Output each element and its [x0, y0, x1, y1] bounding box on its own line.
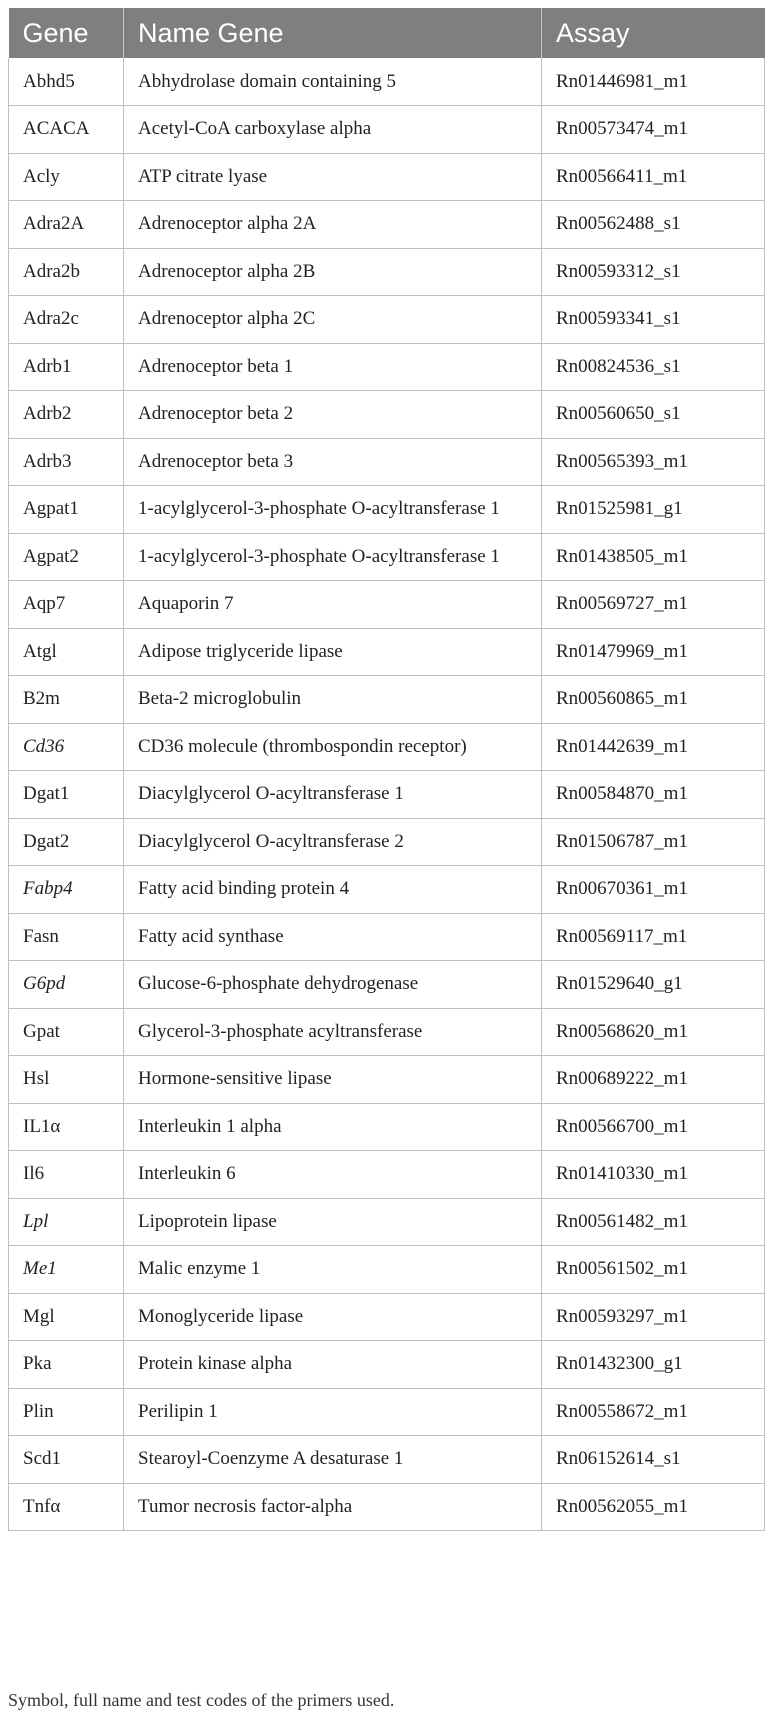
gene-name-cell: Adrenoceptor alpha 2B	[124, 248, 542, 296]
gene-symbol-cell: Gpat	[9, 1008, 124, 1056]
table-row	[9, 1151, 765, 1199]
gene-symbol-cell: Dgat2	[9, 818, 124, 866]
table-row	[9, 486, 765, 534]
gene-name-cell: Glycerol-3-phosphate acyltransferase	[124, 1008, 542, 1056]
assay-code-cell: Rn00593297_m1	[542, 1293, 765, 1341]
assay-code-cell: Rn00584870_m1	[542, 771, 765, 819]
gene-name-cell: Interleukin 6	[124, 1151, 542, 1199]
gene-name-cell: Stearoyl-Coenzyme A desaturase 1	[124, 1436, 542, 1484]
gene-symbol-cell: IL1α	[9, 1103, 124, 1151]
table-row	[9, 343, 765, 391]
gene-symbol-cell: Agpat1	[9, 486, 124, 534]
primer-table	[8, 8, 765, 1531]
gene-symbol-cell: G6pd	[9, 961, 124, 1009]
table-row	[9, 248, 765, 296]
assay-code-cell: Rn01525981_g1	[542, 486, 765, 534]
gene-name-cell: Aquaporin 7	[124, 581, 542, 629]
table-row	[9, 581, 765, 629]
gene-symbol-cell: Fabp4	[9, 866, 124, 914]
table-row	[9, 723, 765, 771]
table-row	[9, 1341, 765, 1389]
table-row	[9, 438, 765, 486]
table-row	[9, 676, 765, 724]
gene-name-cell: Glucose-6-phosphate dehydrogenase	[124, 961, 542, 1009]
gene-symbol-cell: Aqp7	[9, 581, 124, 629]
gene-name-cell: Adrenoceptor alpha 2C	[124, 296, 542, 344]
assay-code-cell: Rn01506787_m1	[542, 818, 765, 866]
table-row	[9, 1293, 765, 1341]
gene-symbol-cell: Acly	[9, 153, 124, 201]
table-row	[9, 1056, 765, 1104]
gene-name-cell: Adrenoceptor beta 3	[124, 438, 542, 486]
table-row	[9, 818, 765, 866]
assay-code-cell: Rn01438505_m1	[542, 533, 765, 581]
assay-code-cell: Rn01432300_g1	[542, 1341, 765, 1389]
table-row	[9, 628, 765, 676]
assay-code-cell: Rn01410330_m1	[542, 1151, 765, 1199]
gene-name-cell: Protein kinase alpha	[124, 1341, 542, 1389]
gene-symbol-cell: Adra2A	[9, 201, 124, 249]
assay-code-cell: Rn00558672_m1	[542, 1388, 765, 1436]
gene-name-cell: Adrenoceptor alpha 2A	[124, 201, 542, 249]
table-row	[9, 771, 765, 819]
table-row	[9, 961, 765, 1009]
header-name-gene: Name Gene	[124, 8, 542, 58]
gene-name-cell: Interleukin 1 alpha	[124, 1103, 542, 1151]
gene-symbol-cell: Mgl	[9, 1293, 124, 1341]
gene-symbol-cell: Hsl	[9, 1056, 124, 1104]
gene-symbol-cell: Tnfα	[9, 1483, 124, 1531]
gene-symbol-cell: Pka	[9, 1341, 124, 1389]
gene-symbol-cell: Abhd5	[9, 58, 124, 106]
gene-symbol-cell: Agpat2	[9, 533, 124, 581]
gene-name-cell: Acetyl-CoA carboxylase alpha	[124, 106, 542, 154]
assay-code-cell: Rn00562055_m1	[542, 1483, 765, 1531]
assay-code-cell: Rn00560865_m1	[542, 676, 765, 724]
gene-name-cell: Perilipin 1	[124, 1388, 542, 1436]
gene-symbol-cell: Adrb2	[9, 391, 124, 439]
gene-name-cell: Adrenoceptor beta 1	[124, 343, 542, 391]
assay-code-cell: Rn00824536_s1	[542, 343, 765, 391]
assay-code-cell: Rn01529640_g1	[542, 961, 765, 1009]
gene-name-cell: Diacylglycerol O-acyltransferase 1	[124, 771, 542, 819]
assay-code-cell: Rn00568620_m1	[542, 1008, 765, 1056]
assay-code-cell: Rn00670361_m1	[542, 866, 765, 914]
assay-code-cell: Rn06152614_s1	[542, 1436, 765, 1484]
table-row	[9, 866, 765, 914]
gene-name-cell: 1-acylglycerol-3-phosphate O-acyltransferase 1	[124, 486, 542, 534]
table-row	[9, 1483, 765, 1531]
table-row	[9, 296, 765, 344]
gene-symbol-cell: Scd1	[9, 1436, 124, 1484]
table-row	[9, 106, 765, 154]
assay-code-cell: Rn01442639_m1	[542, 723, 765, 771]
table-row	[9, 913, 765, 961]
gene-symbol-cell: ACACA	[9, 106, 124, 154]
gene-symbol-cell: Adra2c	[9, 296, 124, 344]
header-assay: Assay	[542, 8, 765, 58]
table-row	[9, 1436, 765, 1484]
gene-symbol-cell: Atgl	[9, 628, 124, 676]
table-header-row	[9, 8, 765, 58]
gene-name-cell: Hormone-sensitive lipase	[124, 1056, 542, 1104]
assay-code-cell: Rn00565393_m1	[542, 438, 765, 486]
gene-name-cell: Adrenoceptor beta 2	[124, 391, 542, 439]
gene-symbol-cell: B2m	[9, 676, 124, 724]
gene-name-cell: ATP citrate lyase	[124, 153, 542, 201]
assay-code-cell: Rn00569727_m1	[542, 581, 765, 629]
assay-code-cell: Rn00593341_s1	[542, 296, 765, 344]
table-row	[9, 391, 765, 439]
assay-code-cell: Rn00573474_m1	[542, 106, 765, 154]
assay-code-cell: Rn00569117_m1	[542, 913, 765, 961]
assay-code-cell: Rn00561482_m1	[542, 1198, 765, 1246]
header-gene: Gene	[9, 8, 124, 58]
gene-name-cell: 1-acylglycerol-3-phosphate O-acyltransferase 1	[124, 533, 542, 581]
assay-code-cell: Rn01479969_m1	[542, 628, 765, 676]
primer-table-container	[8, 8, 764, 1531]
table-row	[9, 58, 765, 106]
gene-name-cell: Lipoprotein lipase	[124, 1198, 542, 1246]
gene-name-cell: Monoglyceride lipase	[124, 1293, 542, 1341]
assay-code-cell: Rn00566411_m1	[542, 153, 765, 201]
table-body	[9, 58, 765, 1531]
table-footnote: Symbol, full name and test codes of the primers used.	[8, 1690, 395, 1710]
table-row	[9, 533, 765, 581]
gene-symbol-cell: Adrb3	[9, 438, 124, 486]
table-row	[9, 1246, 765, 1294]
gene-symbol-cell: Me1	[9, 1246, 124, 1294]
gene-symbol-cell: Dgat1	[9, 771, 124, 819]
table-row	[9, 1198, 765, 1246]
gene-name-cell: Abhydrolase domain containing 5	[124, 58, 542, 106]
assay-code-cell: Rn00689222_m1	[542, 1056, 765, 1104]
table-row	[9, 1388, 765, 1436]
assay-code-cell: Rn00561502_m1	[542, 1246, 765, 1294]
assay-code-cell: Rn00562488_s1	[542, 201, 765, 249]
gene-name-cell: Fatty acid binding protein 4	[124, 866, 542, 914]
gene-symbol-cell: Cd36	[9, 723, 124, 771]
gene-symbol-cell: Fasn	[9, 913, 124, 961]
gene-name-cell: Fatty acid synthase	[124, 913, 542, 961]
assay-code-cell: Rn00566700_m1	[542, 1103, 765, 1151]
assay-code-cell: Rn00560650_s1	[542, 391, 765, 439]
gene-name-cell: Adipose triglyceride lipase	[124, 628, 542, 676]
gene-name-cell: Tumor necrosis factor-alpha	[124, 1483, 542, 1531]
gene-name-cell: CD36 molecule (thrombospondin receptor)	[124, 723, 542, 771]
gene-name-cell: Malic enzyme 1	[124, 1246, 542, 1294]
assay-code-cell: Rn00593312_s1	[542, 248, 765, 296]
gene-symbol-cell: Adra2b	[9, 248, 124, 296]
table-row	[9, 1103, 765, 1151]
table-row	[9, 1008, 765, 1056]
gene-symbol-cell: Lpl	[9, 1198, 124, 1246]
table-row	[9, 153, 765, 201]
assay-code-cell: Rn01446981_m1	[542, 58, 765, 106]
gene-name-cell: Beta-2 microglobulin	[124, 676, 542, 724]
gene-symbol-cell: Adrb1	[9, 343, 124, 391]
gene-symbol-cell: Il6	[9, 1151, 124, 1199]
gene-name-cell: Diacylglycerol O-acyltransferase 2	[124, 818, 542, 866]
table-row	[9, 201, 765, 249]
gene-symbol-cell: Plin	[9, 1388, 124, 1436]
